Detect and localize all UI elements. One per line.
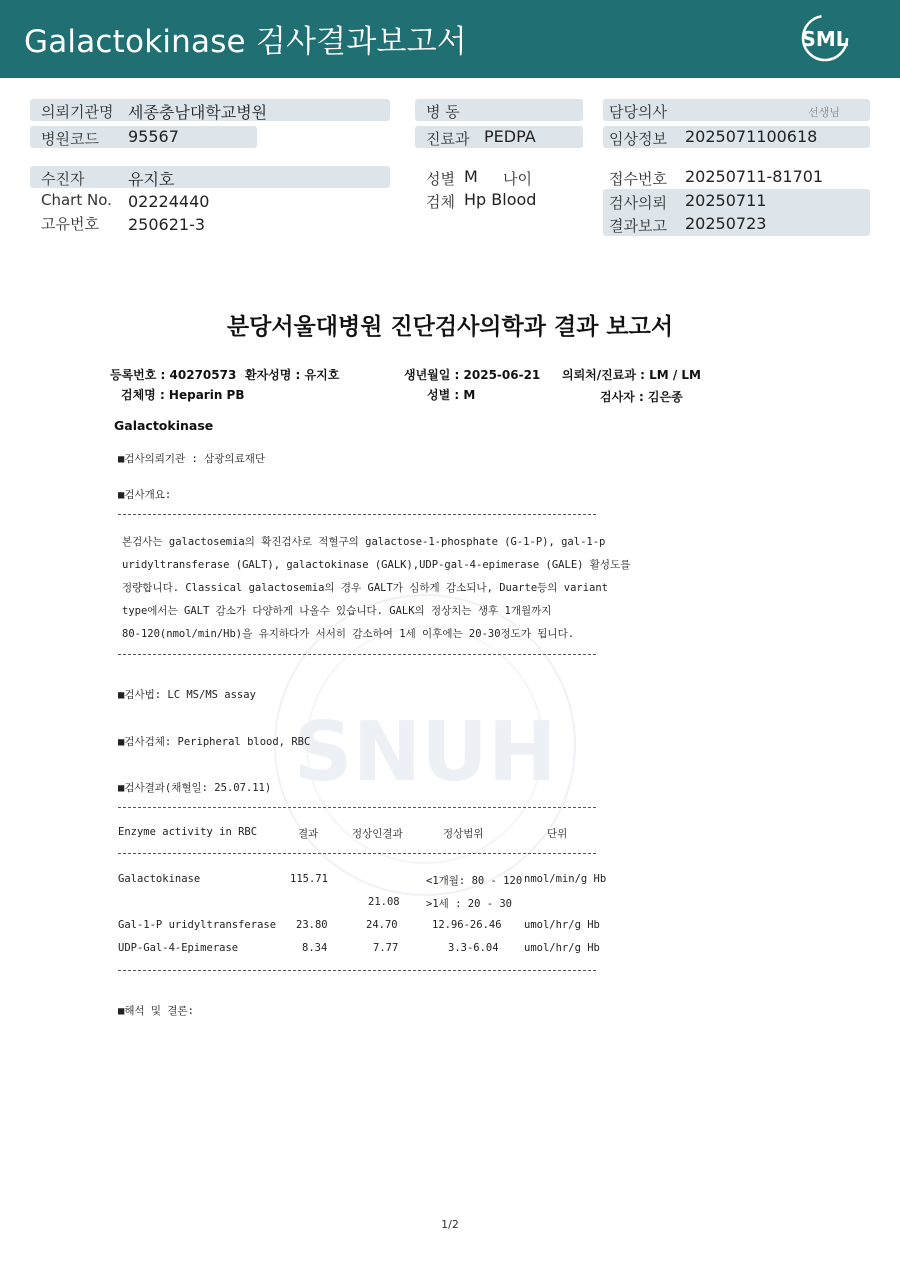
age-label: 나이	[503, 170, 532, 188]
doctor-label: 담당의사	[609, 103, 667, 121]
report-header	[0, 0, 900, 78]
test-name: Galactokinase	[114, 418, 214, 433]
sex-value: M	[464, 167, 478, 186]
department-label: 진료과	[426, 130, 470, 148]
method-line: ■검사법: LC MS/MS assay	[118, 689, 256, 701]
normal-range: <1개월: 80 - 120	[426, 875, 523, 887]
divider	[118, 807, 596, 808]
patient-name: 환자성명 : 유지호	[245, 368, 340, 382]
column-header-enzyme: Enzyme activity in RBC	[118, 826, 258, 838]
divider	[118, 654, 596, 655]
normal-result: 7.77	[373, 942, 399, 954]
report-title: 분당서울대병원 진단검사의학과 결과 보고서	[226, 314, 674, 340]
result-value: 23.80	[296, 919, 328, 931]
doctor-suffix: 선생님	[808, 106, 840, 119]
hospital-code-value: 95567	[128, 127, 179, 146]
overview-line: type에서는 GALT 감소가 다양하게 나올수 있습니다. GALK의 정상치는 생후 1개월까지	[122, 605, 552, 617]
request-date-label: 검사의뢰	[609, 194, 667, 212]
normal-result: 21.08	[368, 896, 400, 908]
normal-range: 3.3-6.04	[448, 942, 499, 954]
receipt-no-value: 20250711-81701	[685, 167, 824, 186]
normal-range: 12.96-26.46	[432, 919, 502, 931]
date-of-birth: 생년월일 : 2025-06-21	[404, 368, 541, 382]
overview-line: 본검사는 galactosemia의 확진검사로 적혈구의 galactose-1-phosphate (G-1-P), gal-1-p	[122, 536, 606, 548]
report-date-label: 결과보고	[609, 217, 667, 235]
unit: nmol/min/g Hb	[524, 873, 607, 885]
divider	[118, 853, 596, 854]
normal-range: >1세 : 20 - 30	[426, 898, 513, 910]
specimen-name: 검체명 : Heparin PB	[121, 388, 245, 402]
clinical-info-label: 임상정보	[609, 130, 667, 148]
department-value: PEDPA	[484, 127, 536, 146]
column-header-range: 정상범위	[443, 828, 484, 840]
requesting-institution-value: 세종충남대학교병원	[128, 103, 268, 122]
enzyme-name: Galactokinase	[118, 873, 201, 885]
column-header-result: 결과	[298, 828, 319, 840]
receipt-no-label: 접수번호	[609, 170, 667, 188]
overview-line: uridyltransferase (GALT), galactokinase (GALK),UDP-gal-4-epimerase (GALE) 활성도를	[122, 559, 631, 571]
chart-no-label: Chart No.	[41, 191, 112, 209]
column-header-normal-result: 정상인결과	[352, 828, 403, 840]
report-sex: 성별 : M	[427, 388, 476, 402]
requesting-institution-label: 의뢰기관명	[41, 103, 114, 121]
ward-label: 병 동	[426, 103, 460, 121]
overview-heading: ■검사개요:	[118, 489, 172, 501]
request-date-value: 20250711	[685, 191, 767, 210]
specimen-line: ■검사검체: Peripheral blood, RBC	[118, 736, 311, 748]
enzyme-name: UDP-Gal-4-Epimerase	[118, 942, 239, 954]
institution-line: ■검사의뢰기관 : 삼광의료재단	[118, 453, 266, 465]
column-header-unit: 단위	[547, 828, 568, 840]
sex-label: 성별	[426, 170, 455, 188]
specimen-value: Hp Blood	[464, 190, 537, 209]
patient-label: 수진자	[41, 170, 85, 188]
specimen-label: 검체	[426, 193, 455, 211]
registration-number: 등록번호 : 40270573	[110, 368, 237, 382]
normal-result: 24.70	[366, 919, 398, 931]
hospital-code-label: 병원코드	[41, 130, 99, 148]
unique-no-label: 고유번호	[41, 215, 99, 233]
logo-text: SML	[801, 27, 849, 51]
clinical-info-value: 2025071100618	[685, 127, 818, 146]
unit: umol/hr/g Hb	[524, 942, 600, 954]
result-value: 115.71	[290, 873, 328, 885]
unit: umol/hr/g Hb	[524, 919, 600, 931]
chart-no-value: 02224440	[128, 192, 210, 211]
divider	[118, 514, 596, 515]
sml-logo-icon	[800, 13, 850, 63]
interpretation-heading: ■해석 및 결론:	[118, 1005, 195, 1017]
page-title: Galactokinase 검사결과보고서	[24, 24, 467, 60]
enzyme-name: Gal-1-P uridyltransferase	[118, 919, 277, 931]
watermark-text: SNUH	[293, 705, 557, 800]
report-date-value: 20250723	[685, 214, 767, 233]
result-heading: ■검사결과(채혈일: 25.07.11)	[118, 782, 272, 794]
overview-line: 정량합니다. Classical galactosemia의 경우 GALT가 심하게 감소되나, Duarte등의 variant	[122, 582, 609, 594]
patient-value: 유지호	[128, 170, 175, 189]
overview-line: 80-120(nmol/min/Hb)을 유지하다가 서서히 감소하여 1세 이후에는 20-30정도가 됩니다.	[122, 628, 575, 640]
result-value: 8.34	[302, 942, 328, 954]
unique-no-value: 250621-3	[128, 215, 206, 234]
examiner: 검사자 : 김은종	[600, 390, 683, 404]
divider	[118, 970, 596, 971]
referring-department: 의뢰처/진료과 : LM / LM	[562, 368, 702, 382]
page-number: 1/2	[441, 1218, 459, 1231]
